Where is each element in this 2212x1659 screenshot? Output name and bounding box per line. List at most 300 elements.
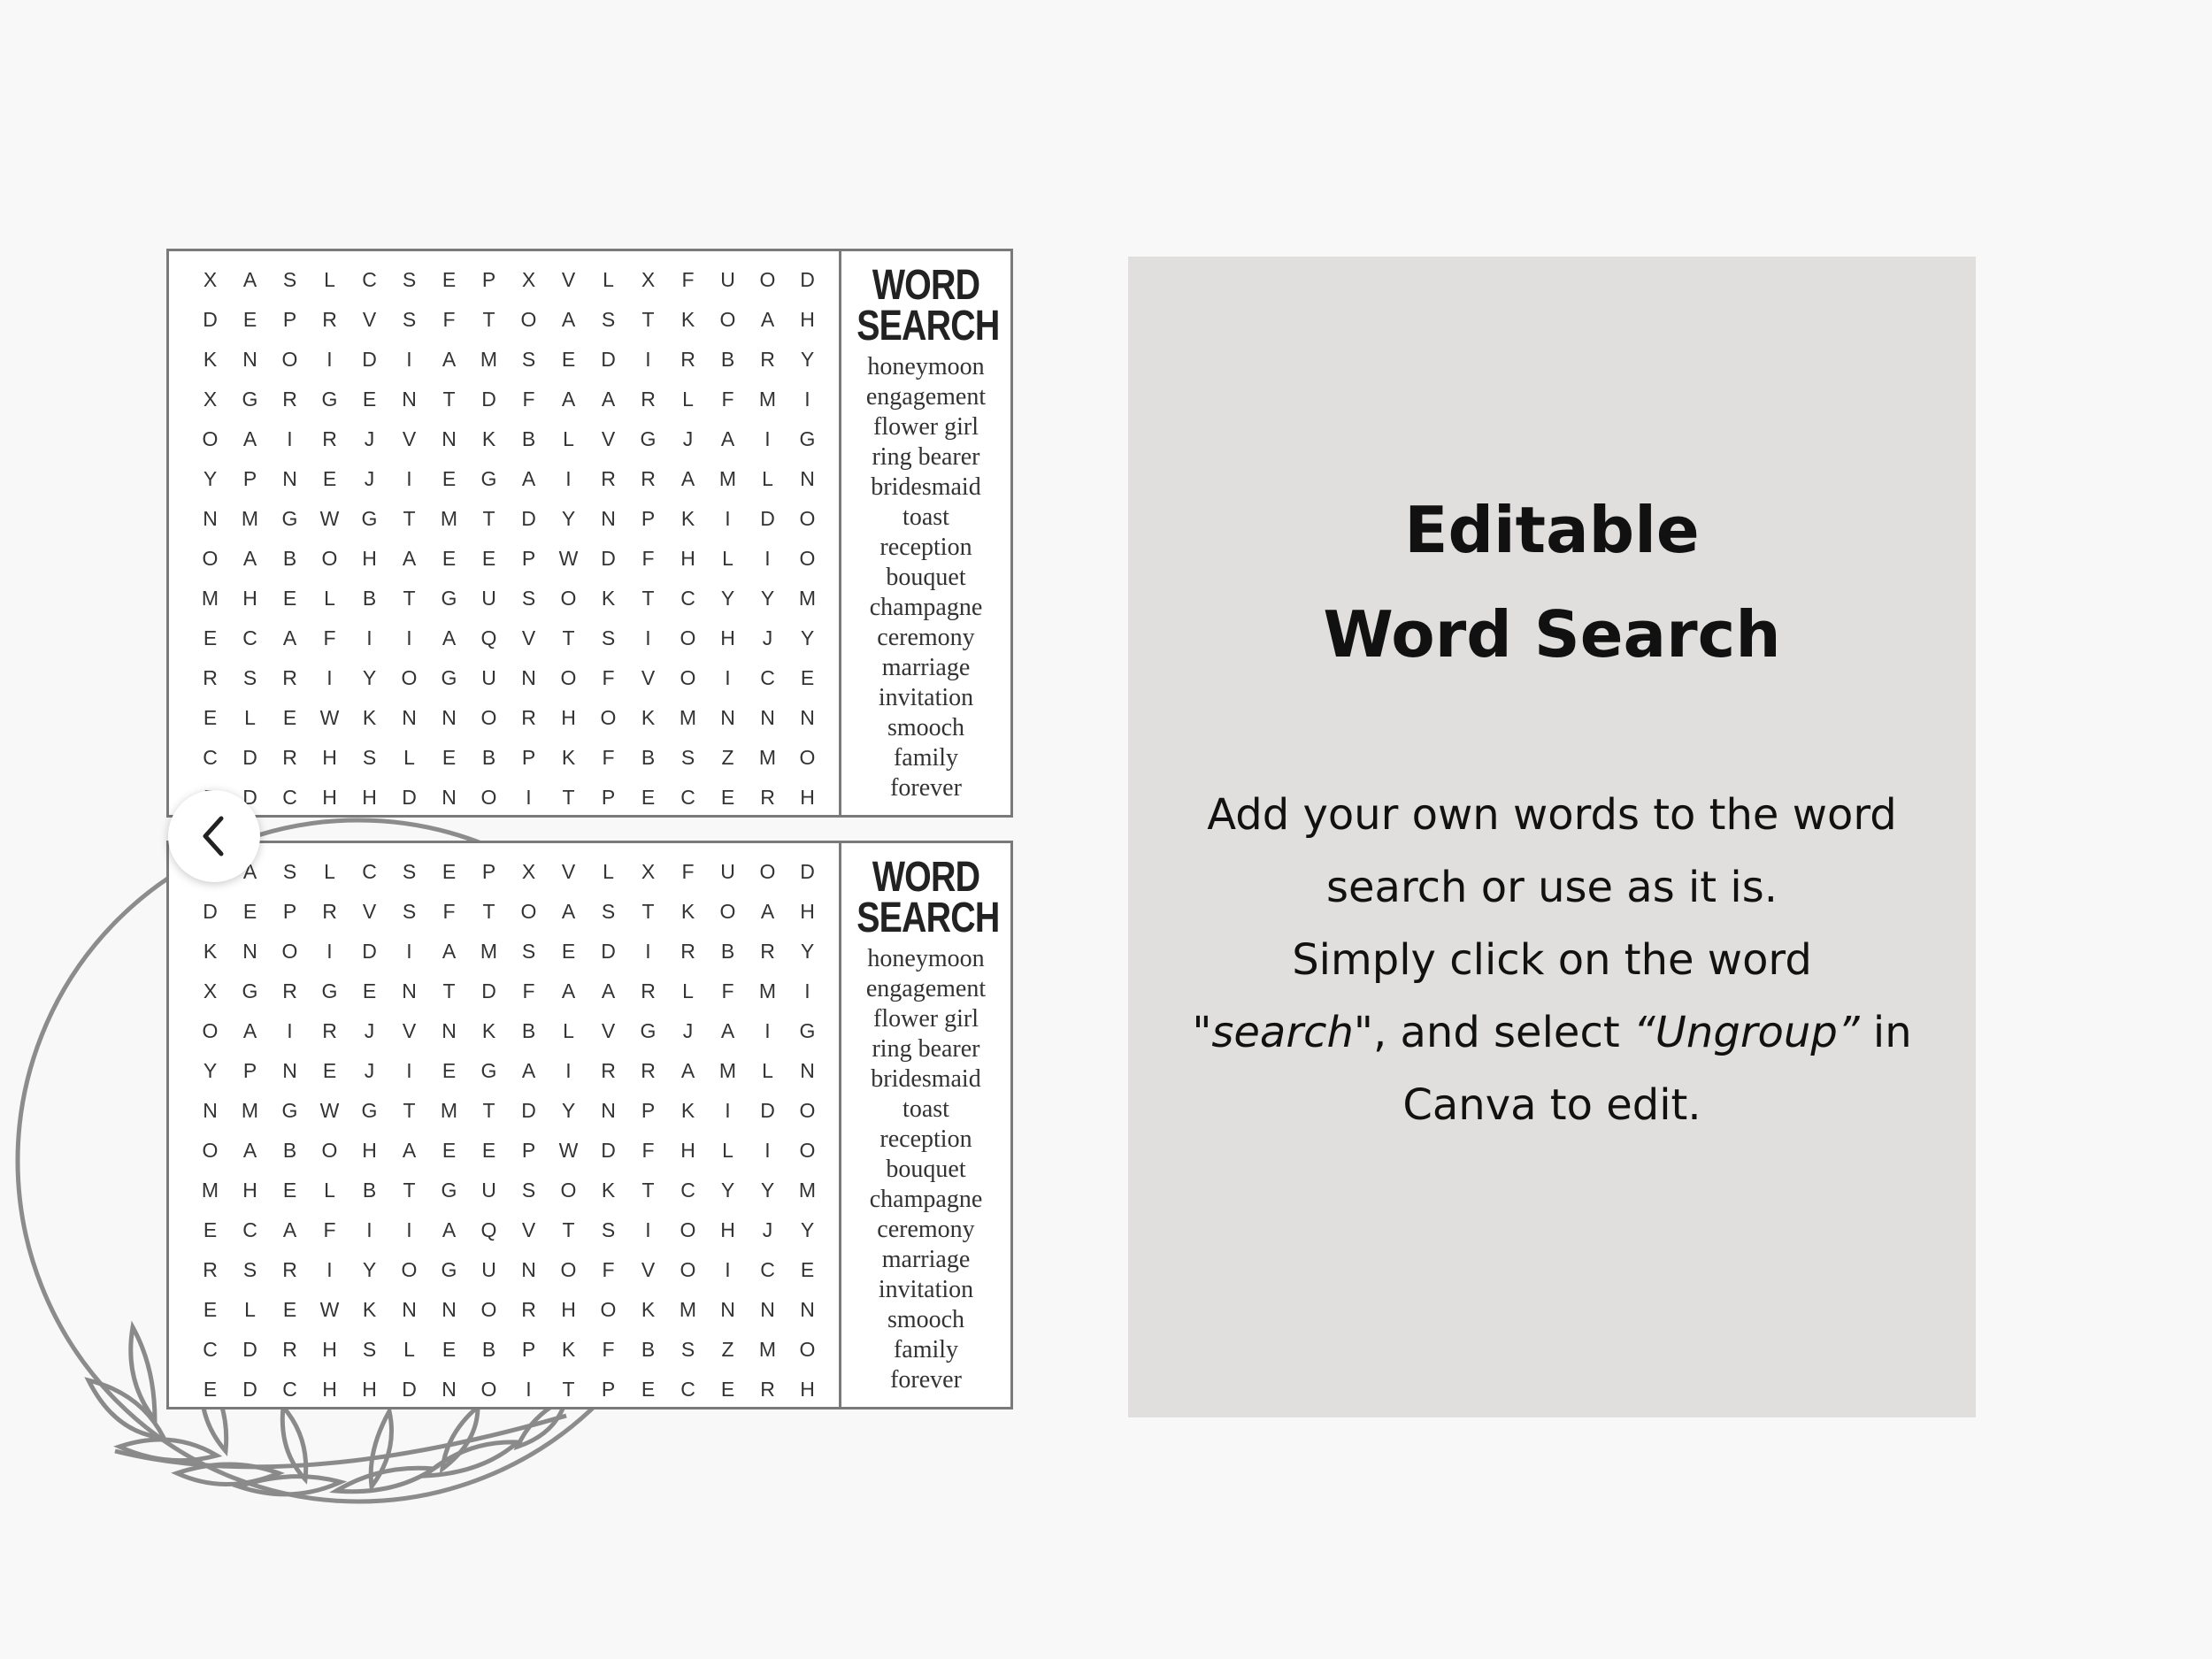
grid-letter: E (481, 547, 496, 570)
grid-letter: A (720, 1019, 735, 1042)
grid-letter: A (242, 1019, 257, 1042)
word-search-preview-bottom (166, 841, 1013, 1409)
grid-letter: V (402, 427, 417, 450)
grid-letter: R (641, 1059, 656, 1082)
grid-letter: G (361, 1099, 378, 1122)
word-list-item: ring bearer (872, 443, 980, 471)
word-list-item: ceremony (877, 624, 975, 651)
grid-letter: O (520, 308, 537, 331)
grid-letter: I (725, 666, 731, 689)
grid-letter: H (800, 1378, 815, 1401)
grid-letter: K (561, 1338, 576, 1361)
grid-letter: J (682, 1019, 694, 1042)
grid-letter: P (481, 268, 496, 291)
grid-letter: U (720, 268, 735, 291)
grid-letter: S (242, 1258, 257, 1281)
grid-letter: C (680, 1378, 695, 1401)
info-title-line2: Word Search (1323, 597, 1781, 672)
grid-letter: F (442, 900, 456, 923)
grid-letter: Y (561, 507, 576, 530)
grid-letter: K (601, 587, 616, 610)
grid-letter: G (281, 1099, 298, 1122)
grid-letter: N (203, 1099, 218, 1122)
grid-letter: P (641, 507, 656, 530)
info-body-line1: Add your own words to the word (1207, 790, 1897, 840)
grid-letter: A (760, 900, 775, 923)
grid-letter: R (680, 940, 695, 963)
grid-letter: C (362, 268, 377, 291)
grid-letter: A (242, 547, 257, 570)
info-body-line4 (1128, 996, 1976, 1069)
grid-letter: O (480, 786, 497, 809)
grid-letter: S (362, 1338, 377, 1361)
grid-letter: T (482, 308, 495, 331)
grid-letter: K (680, 900, 695, 923)
grid-letter: S (402, 860, 417, 883)
info-body-line2: search or use as it is. (1326, 863, 1778, 912)
grid-letter: X (641, 268, 656, 291)
grid-letter: E (203, 1218, 218, 1241)
grid-letter: O (799, 746, 816, 769)
grid-letter: S (601, 900, 616, 923)
grid-letter: F (721, 388, 734, 411)
grid-letter: S (521, 940, 536, 963)
grid-letter: A (442, 348, 457, 371)
word-list (841, 944, 1010, 1395)
grid-letter: D (402, 1378, 417, 1401)
word-list-item: bridesmaid (871, 1065, 981, 1093)
grid-letter: P (282, 308, 297, 331)
grid-letter: D (800, 268, 815, 291)
grid-letter: R (521, 706, 536, 729)
grid-letter: X (203, 979, 218, 1002)
grid-letter: V (601, 427, 616, 450)
grid-letter: N (203, 507, 218, 530)
grid-letter: B (362, 587, 377, 610)
grid-letter: B (362, 1179, 377, 1202)
grid-letter: E (442, 547, 457, 570)
grid-letter: M (758, 979, 777, 1002)
grid-letter: I (645, 626, 651, 649)
grid-letter: N (442, 786, 457, 809)
grid-letter: T (403, 1179, 416, 1202)
grid-letter: S (601, 626, 616, 649)
info-description (1128, 779, 1976, 1141)
grid-letter: M (758, 746, 777, 769)
word-list-item: smooch (887, 1306, 965, 1333)
grid-letter: O (600, 1298, 617, 1321)
grid-letter: D (242, 746, 257, 769)
grid-letter: J (762, 1218, 773, 1241)
grid-letter: V (601, 1019, 616, 1042)
grid-letter: A (242, 268, 257, 291)
search-word: search (1211, 1008, 1354, 1057)
grid-letter: G (321, 388, 338, 411)
word-search-title-line2: SEARCH (856, 895, 1000, 941)
grid-letter: L (682, 979, 694, 1002)
grid-letter: B (720, 940, 735, 963)
grid-letter: A (521, 467, 536, 490)
grid-letter: X (203, 268, 218, 291)
grid-letter: C (242, 626, 257, 649)
grid-letter: H (561, 1298, 576, 1321)
grid-letter: F (681, 268, 695, 291)
grid-letter: M (480, 940, 498, 963)
grid-letter: A (402, 1139, 417, 1162)
grid-letter: C (680, 587, 695, 610)
grid-letter: D (203, 900, 218, 923)
grid-letter: O (202, 1019, 219, 1042)
grid-letter: B (481, 746, 496, 769)
grid-letter: S (680, 746, 695, 769)
word-list-item: invitation (878, 1276, 974, 1303)
grid-letter: O (680, 666, 696, 689)
grid-letter: I (764, 1019, 771, 1042)
grid-letter: R (282, 1258, 297, 1281)
grid-letter: N (402, 388, 417, 411)
grid-letter: A (680, 467, 695, 490)
grid-letter: I (804, 388, 810, 411)
grid-letter: D (760, 1099, 775, 1122)
grid-letter: E (641, 1378, 656, 1401)
grid-letter: G (441, 666, 457, 689)
grid-letter: R (641, 467, 656, 490)
grid-letter: M (201, 1179, 219, 1202)
grid-letter: D (402, 786, 417, 809)
grid-letter: R (760, 940, 775, 963)
grid-letter: D (601, 547, 616, 570)
grid-letter: E (800, 666, 815, 689)
grid-letter: C (282, 1378, 297, 1401)
grid-letter: D (242, 1378, 257, 1401)
grid-letter: A (521, 1059, 536, 1082)
grid-letter: I (406, 1059, 412, 1082)
grid-letter: G (441, 1179, 457, 1202)
grid-letter: V (362, 900, 377, 923)
grid-letter: N (720, 706, 735, 729)
grid-letter: O (321, 1139, 338, 1162)
word-list-item: smooch (887, 714, 965, 741)
grid-letter: G (441, 1258, 457, 1281)
grid-letter: G (441, 587, 457, 610)
word-list-item: champagne (869, 1186, 983, 1213)
grid-letter: A (561, 900, 576, 923)
grid-letter: I (725, 507, 731, 530)
grid-letter: I (764, 427, 771, 450)
grid-letter: B (521, 427, 536, 450)
word-list-item: toast (902, 503, 949, 531)
grid-letter: R (282, 666, 297, 689)
grid-letter: C (680, 786, 695, 809)
grid-letter: G (640, 1019, 657, 1042)
grid-letter: A (760, 308, 775, 331)
grid-letter: O (401, 666, 418, 689)
grid-letter: C (203, 1338, 218, 1361)
grid-letter: L (324, 1179, 335, 1202)
grid-letter: I (326, 1258, 333, 1281)
grid-letter: T (403, 507, 416, 530)
grid-letter: O (281, 348, 298, 371)
grid-letter: E (242, 900, 257, 923)
grid-letter: R (322, 427, 337, 450)
grid-letter: R (282, 746, 297, 769)
grid-letter: A (561, 388, 576, 411)
grid-letter: I (565, 1059, 572, 1082)
grid-letter: U (481, 1258, 496, 1281)
grid-letter: W (319, 1298, 340, 1321)
grid-letter: X (521, 860, 536, 883)
grid-letter: I (406, 348, 412, 371)
grid-letter: E (282, 706, 297, 729)
word-list-item: marriage (881, 654, 971, 681)
info-body-line4-end: in (1859, 1008, 1912, 1057)
grid-letter: E (322, 467, 337, 490)
grid-letter: I (326, 348, 333, 371)
grid-letter: R (282, 1338, 297, 1361)
grid-letter: O (560, 666, 577, 689)
grid-letter: G (480, 467, 497, 490)
grid-letter: P (242, 467, 257, 490)
grid-letter: D (242, 786, 257, 809)
grid-letter: A (282, 626, 297, 649)
grid-letter: U (481, 1179, 496, 1202)
grid-letter: A (442, 1218, 457, 1241)
grid-letter: T (562, 1378, 575, 1401)
word-list-item: reception (879, 1125, 972, 1153)
grid-letter: T (641, 587, 655, 610)
grid-letter: D (521, 507, 536, 530)
grid-letter: S (402, 900, 417, 923)
grid-letter: O (680, 1218, 696, 1241)
grid-letter: N (402, 1298, 417, 1321)
word-search-title (856, 854, 1000, 941)
grid-letter: N (760, 706, 775, 729)
word-list-item: toast (902, 1095, 949, 1123)
grid-letter: R (641, 388, 656, 411)
grid-letter: Y (800, 348, 815, 371)
grid-letter: R (203, 666, 218, 689)
grid-letter: N (442, 1019, 457, 1042)
grid-letter: J (682, 427, 694, 450)
grid-letter: S (521, 587, 536, 610)
grid-letter: F (602, 746, 615, 769)
grid-letter: P (521, 746, 536, 769)
grid-letter: K (203, 348, 218, 371)
grid-letter: B (641, 746, 656, 769)
grid-letter: L (244, 706, 256, 729)
grid-letter: L (403, 746, 415, 769)
grid-letter: P (521, 547, 536, 570)
grid-letter: L (244, 1298, 256, 1321)
grid-letter: S (601, 1218, 616, 1241)
grid-letter: V (521, 1218, 536, 1241)
grid-letter: R (760, 786, 775, 809)
grid-letter: T (403, 587, 416, 610)
grid-letter: L (722, 547, 733, 570)
grid-letter: K (680, 507, 695, 530)
grid-letter: I (645, 1218, 651, 1241)
grid-letter: N (242, 348, 257, 371)
grid-letter: I (287, 427, 293, 450)
word-list-item: honeymoon (867, 353, 985, 380)
grid-letter: A (442, 940, 457, 963)
grid-letter: H (362, 1139, 377, 1162)
grid-letter: O (520, 900, 537, 923)
grid-letter: S (402, 268, 417, 291)
grid-letter: F (681, 860, 695, 883)
grid-letter: E (203, 706, 218, 729)
grid-letter: H (720, 626, 735, 649)
grid-letter: G (321, 979, 338, 1002)
grid-letter: F (522, 388, 535, 411)
grid-letter: S (680, 1338, 695, 1361)
grid-letter: A (601, 388, 616, 411)
grid-letter: M (241, 1099, 259, 1122)
grid-letter: E (720, 1378, 735, 1401)
grid-letter: E (203, 1378, 218, 1401)
grid-letter: A (442, 626, 457, 649)
grid-letter: X (641, 860, 656, 883)
grid-letter: L (563, 1019, 574, 1042)
grid-letter: L (603, 860, 614, 883)
grid-letter: Y (720, 1179, 735, 1202)
word-list-panel (841, 251, 1010, 815)
grid-letter: A (242, 860, 257, 883)
word-list (841, 352, 1010, 803)
grid-letter: E (282, 1179, 297, 1202)
grid-letter: N (442, 1298, 457, 1321)
grid-letter: N (800, 467, 815, 490)
grid-letter: G (281, 507, 298, 530)
grid-letter: D (760, 507, 775, 530)
grid-letter: I (406, 1218, 412, 1241)
word-search-preview-top (166, 249, 1013, 818)
word-list-item: engagement (865, 383, 987, 411)
grid-letter: R (641, 979, 656, 1002)
grid-letter: D (242, 1338, 257, 1361)
grid-letter: O (719, 900, 736, 923)
ungroup-word: “Ungroup” (1632, 1008, 1860, 1057)
quote-open: " (1192, 1008, 1212, 1057)
info-body-line3: Simply click on the word (1292, 935, 1812, 985)
grid-letter: R (601, 467, 616, 490)
grid-letter: O (560, 587, 577, 610)
grid-letter: S (521, 348, 536, 371)
grid-letter: D (601, 940, 616, 963)
grid-letter: Y (800, 940, 815, 963)
grid-letter: B (720, 348, 735, 371)
grid-letter: F (442, 308, 456, 331)
grid-letter: I (804, 979, 810, 1002)
grid-letter: D (800, 860, 815, 883)
grid-letter: T (403, 1099, 416, 1122)
grid-letter: H (242, 1179, 257, 1202)
grid-letter: U (481, 587, 496, 610)
info-body-line4-mid: ", and select (1353, 1008, 1633, 1057)
grid-letter: Y (203, 1059, 218, 1082)
grid-letter: M (758, 388, 777, 411)
grid-letter: Q (480, 1218, 497, 1241)
grid-letter: G (640, 427, 657, 450)
grid-letter: D (601, 1139, 616, 1162)
grid-letter: F (602, 666, 615, 689)
grid-letter: O (560, 1179, 577, 1202)
grid-letter: J (364, 467, 375, 490)
grid-letter: P (481, 860, 496, 883)
grid-letter: R (322, 308, 337, 331)
grid-letter: F (522, 979, 535, 1002)
grid-letter: E (442, 1059, 457, 1082)
grid-letter: M (718, 1059, 737, 1082)
grid-letter: S (601, 308, 616, 331)
grid-letter: G (242, 388, 258, 411)
grid-letter: P (641, 1099, 656, 1122)
word-list-item: family (893, 1336, 959, 1363)
word-list-item: family (893, 744, 959, 772)
grid-letter: C (760, 1258, 775, 1281)
grid-letter: M (798, 1179, 817, 1202)
grid-letter: V (641, 1258, 656, 1281)
grid-letter: I (366, 1218, 373, 1241)
grid-letter: S (402, 308, 417, 331)
grid-letter: R (680, 348, 695, 371)
grid-letter: Y (800, 1218, 815, 1241)
chevron-left-icon (196, 813, 232, 859)
grid-letter: G (361, 507, 378, 530)
grid-letter: F (641, 1139, 655, 1162)
grid-letter: E (203, 1298, 218, 1321)
grid-letter: W (319, 706, 340, 729)
grid-letter: K (481, 427, 496, 450)
grid-letter: H (362, 547, 377, 570)
grid-letter: T (641, 1179, 655, 1202)
grid-letter: N (521, 1258, 536, 1281)
grid-letter: C (282, 786, 297, 809)
grid-letter: A (720, 427, 735, 450)
grid-letter: G (480, 1059, 497, 1082)
grid-letter: A (561, 979, 576, 1002)
grid-letter: O (799, 547, 816, 570)
grid-letter: H (561, 706, 576, 729)
grid-letter: I (565, 467, 572, 490)
grid-letter: N (720, 1298, 735, 1321)
grid-letter: G (242, 979, 258, 1002)
grid-letter: E (203, 626, 218, 649)
grid-letter: V (362, 308, 377, 331)
grid-letter: M (679, 706, 697, 729)
grid-letter: Y (203, 467, 218, 490)
grid-letter: A (561, 308, 576, 331)
grid-letter: O (799, 507, 816, 530)
grid-letter: N (442, 427, 457, 450)
grid-letter: I (287, 1019, 293, 1042)
word-list-item: ceremony (877, 1216, 975, 1243)
grid-letter: W (319, 507, 340, 530)
grid-letter: U (481, 666, 496, 689)
grid-letter: E (561, 940, 576, 963)
grid-letter: A (242, 1139, 257, 1162)
word-list-item: bouquet (886, 1156, 966, 1183)
word-list-item: invitation (878, 684, 974, 711)
previous-button[interactable] (168, 790, 260, 882)
grid-letter: W (319, 1099, 340, 1122)
grid-letter: M (241, 507, 259, 530)
grid-letter: T (482, 1099, 495, 1122)
grid-letter: B (282, 547, 297, 570)
grid-letter: I (725, 1099, 731, 1122)
grid-letter: L (603, 268, 614, 291)
grid-letter: M (440, 1099, 458, 1122)
